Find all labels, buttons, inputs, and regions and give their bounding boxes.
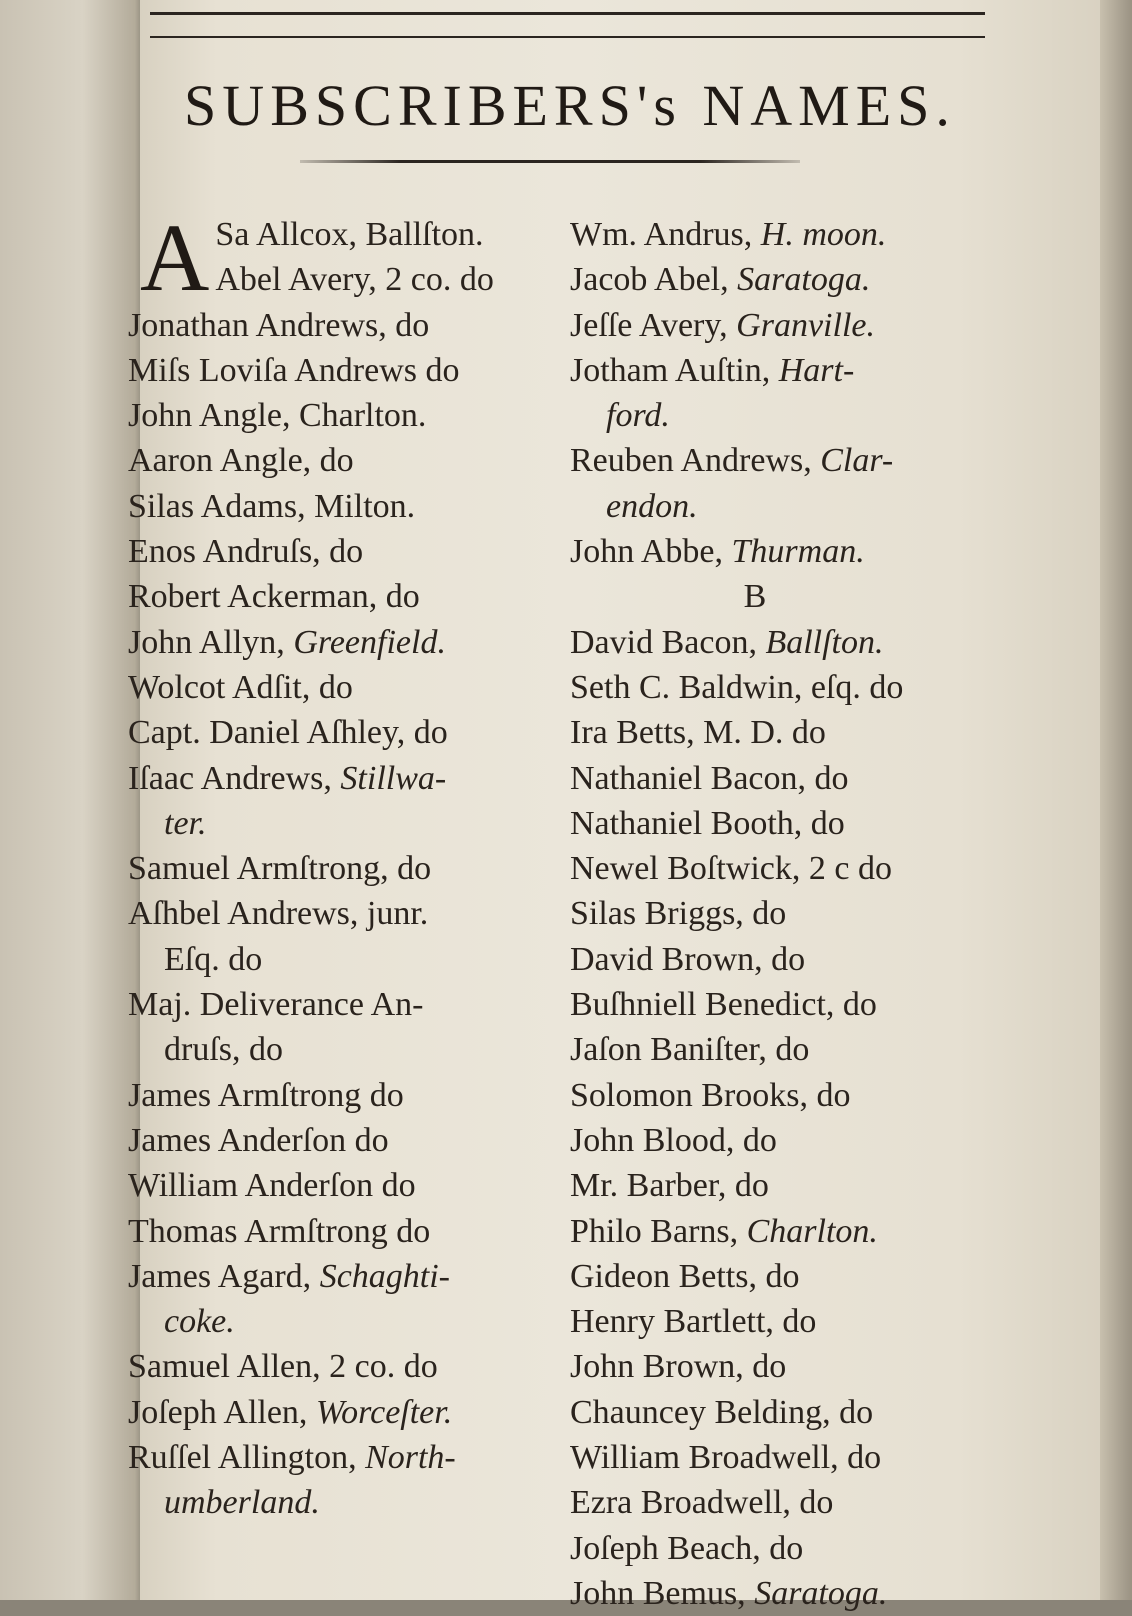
subscriber-name: Maj. Deliverance An- <box>128 986 424 1024</box>
subscriber-entry <box>570 1118 1000 1163</box>
subscriber-entry <box>128 710 548 755</box>
subscriber-name: David Brown, do <box>570 940 806 978</box>
subscriber-name: Seth C. Baldwin, eſq. do <box>570 668 904 706</box>
subscriber-name: Abel Avery, 2 co. do <box>215 261 494 299</box>
subscriber-place: Stillwa- <box>340 759 447 797</box>
subscriber-entry <box>570 982 1000 1027</box>
subscriber-name: John Allyn, <box>128 623 294 661</box>
title-rule <box>300 160 800 163</box>
subscriber-entry <box>128 1118 548 1163</box>
subscriber-entry <box>128 574 548 619</box>
subscriber-name: Capt. Daniel Aſhley, do <box>128 714 448 752</box>
subscriber-name: Jonathan Andrews, do <box>128 306 430 344</box>
subscriber-entry <box>570 393 1000 438</box>
subscriber-name: Joſeph Allen, <box>128 1393 316 1431</box>
subscriber-name: Chauncey Belding, do <box>570 1393 874 1431</box>
subscriber-entry <box>570 257 1000 302</box>
subscriber-place: H. moon. <box>760 216 887 253</box>
subscriber-entry <box>570 756 1000 801</box>
subscriber-name: Aaron Angle, do <box>128 442 354 480</box>
subscriber-entry <box>128 438 548 483</box>
subscriber-name: druſs, do <box>164 1031 283 1069</box>
subscriber-place: ford. <box>606 397 670 435</box>
subscriber-entry <box>570 1073 1000 1118</box>
subscriber-entry <box>570 1344 1000 1389</box>
top-rule-thin <box>150 36 985 38</box>
subscriber-place: Thurman. <box>731 533 865 571</box>
subscriber-entry <box>128 756 548 801</box>
subscriber-name: Silas Adams, Milton. <box>128 487 416 525</box>
subscriber-entry <box>128 665 548 710</box>
subscriber-entry <box>570 846 1000 891</box>
subscriber-name: John Blood, do <box>570 1121 777 1159</box>
subscriber-list-right <box>570 212 1000 1616</box>
subscriber-entry <box>570 891 1000 936</box>
subscriber-entry <box>128 1390 548 1435</box>
subscriber-name: Samuel Allen, 2 co. do <box>128 1348 438 1386</box>
subscriber-place: Saratoga. <box>737 261 871 299</box>
subscriber-name: John Brown, do <box>570 1348 787 1386</box>
subscriber-entry <box>128 1073 548 1118</box>
subscriber-name: Buſhniell Benedict, do <box>570 986 877 1024</box>
page-edge <box>1100 0 1132 1600</box>
subscriber-name: Solomon Brooks, do <box>570 1076 851 1114</box>
subscriber-name: Reuben Andrews, <box>570 442 821 480</box>
subscriber-entry <box>570 1571 1000 1616</box>
subscriber-place: Saratoga. <box>754 1574 888 1612</box>
subscriber-name: John Abbe, <box>570 533 732 571</box>
subscriber-entry <box>128 484 548 529</box>
subscriber-name: Jaſon Baniſter, do <box>570 1031 810 1069</box>
subscriber-place: umberland. <box>164 1484 320 1522</box>
subscriber-entry <box>128 1209 548 1254</box>
subscriber-entry <box>128 529 548 574</box>
subscriber-entry <box>128 1299 548 1344</box>
subscriber-place: Clar- <box>820 442 894 480</box>
subscriber-name: James Agard, <box>128 1257 320 1295</box>
subscriber-entry <box>128 1480 548 1525</box>
subscriber-list-left <box>128 204 548 1526</box>
subscriber-place: North- <box>365 1439 456 1477</box>
subscriber-place: Greenfield. <box>293 623 446 661</box>
subscriber-entry <box>570 1209 1000 1254</box>
subscriber-entry <box>570 438 1000 483</box>
subscriber-entry <box>570 1390 1000 1435</box>
subscriber-name: James Armſtrong do <box>128 1076 404 1114</box>
subscriber-entry <box>570 529 1000 574</box>
subscriber-name: Nathaniel Bacon, do <box>570 759 849 797</box>
page-title: SUBSCRIBERS's NAMES. <box>184 73 956 138</box>
subscriber-place: ter. <box>164 804 207 842</box>
subscriber-name: Miſs Loviſa Andrews do <box>128 351 460 389</box>
subscriber-entry <box>570 348 1000 393</box>
subscriber-name: Samuel Armſtrong, do <box>128 850 432 888</box>
subscriber-entry <box>570 620 1000 665</box>
subscriber-entry <box>570 937 1000 982</box>
subscriber-entry <box>570 303 1000 348</box>
subscriber-entry <box>570 1435 1000 1480</box>
subscriber-name: Mr. Barber, do <box>570 1167 769 1205</box>
top-rule <box>150 12 985 15</box>
subscriber-entry <box>128 937 548 982</box>
subscriber-name: Jotham Auſtin, <box>570 351 779 389</box>
drop-cap: A <box>140 204 210 311</box>
subscriber-name: Nathaniel Booth, do <box>570 804 845 842</box>
subscriber-entry <box>570 1299 1000 1344</box>
subscriber-place: Granville. <box>736 306 875 344</box>
subscriber-name: Ruſſel Allington, <box>128 1439 366 1477</box>
subscriber-name: Iſaac Andrews, <box>128 759 341 797</box>
subscriber-name: B <box>743 578 767 616</box>
subscriber-entry <box>128 846 548 891</box>
subscriber-entry <box>570 1163 1000 1208</box>
subscriber-entry <box>128 620 548 665</box>
subscriber-entry <box>570 710 1000 755</box>
subscriber-name: Robert Ackerman, do <box>128 578 420 616</box>
subscriber-name: Henry Bartlett, do <box>570 1303 817 1341</box>
subscriber-name: Jeſſe Avery, <box>570 306 737 344</box>
subscriber-name: Newel Boſtwick, 2 c do <box>570 850 892 888</box>
subscriber-name: Ira Betts, M. D. do <box>570 714 826 752</box>
subscriber-place: Worceſter. <box>315 1393 453 1431</box>
subscriber-name: Thomas Armſtrong do <box>128 1212 431 1250</box>
subscriber-place: Ballſton. <box>765 623 884 661</box>
subscriber-name: William Anderſon do <box>128 1167 416 1205</box>
subscriber-entry <box>570 1254 1000 1299</box>
subscriber-entry <box>128 1254 548 1299</box>
subscriber-name: Eſq. do <box>164 940 263 978</box>
subscriber-place: Charlton. <box>746 1212 878 1250</box>
subscriber-entry <box>570 484 1000 529</box>
subscriber-entry <box>128 1435 548 1480</box>
subscriber-name: Joſeph Beach, do <box>570 1529 804 1567</box>
subscriber-entry <box>570 801 1000 846</box>
subscriber-name: Ezra Broadwell, do <box>570 1484 834 1522</box>
subscriber-name: Aſhbel Andrews, junr. <box>128 895 429 933</box>
subscriber-entry <box>128 801 548 846</box>
subscriber-name: Silas Briggs, do <box>570 895 787 933</box>
subscriber-name: John Bemus, <box>570 1574 755 1612</box>
subscriber-entry <box>128 982 548 1027</box>
subscriber-name: Gideon Betts, do <box>570 1257 800 1295</box>
subscriber-name: Philo Barns, <box>570 1212 747 1250</box>
subscriber-name: James Anderſon do <box>128 1121 389 1159</box>
subscriber-entry <box>570 665 1000 710</box>
subscriber-entry <box>128 1163 548 1208</box>
subscriber-entry <box>128 303 548 348</box>
subscriber-entry <box>570 1480 1000 1525</box>
subscriber-name: Jacob Abel, <box>570 261 738 299</box>
subscriber-name: Wm. Andrus, <box>570 216 761 253</box>
subscriber-place: Hart- <box>778 351 855 389</box>
subscriber-name: David Bacon, <box>570 623 766 661</box>
subscriber-place: coke. <box>164 1303 235 1341</box>
subscriber-name: Sa Allcox, Ballſton. <box>215 216 484 253</box>
section-letter <box>570 574 1000 619</box>
subscriber-place: Schaghti- <box>319 1257 450 1295</box>
subscriber-entry <box>570 1526 1000 1571</box>
subscriber-entry <box>128 348 548 393</box>
subscriber-entry <box>570 212 1000 257</box>
subscriber-entry <box>128 1027 548 1072</box>
subscriber-place: endon. <box>606 487 698 525</box>
subscriber-name: John Angle, Charlton. <box>128 397 427 435</box>
subscriber-entry <box>128 891 548 936</box>
subscriber-name: Wolcot Adſit, do <box>128 668 353 706</box>
subscriber-name: Enos Andruſs, do <box>128 533 364 571</box>
subscriber-name: William Broadwell, do <box>570 1439 882 1477</box>
subscriber-entry <box>128 1344 548 1389</box>
subscriber-entry <box>128 393 548 438</box>
subscriber-entry <box>570 1027 1000 1072</box>
